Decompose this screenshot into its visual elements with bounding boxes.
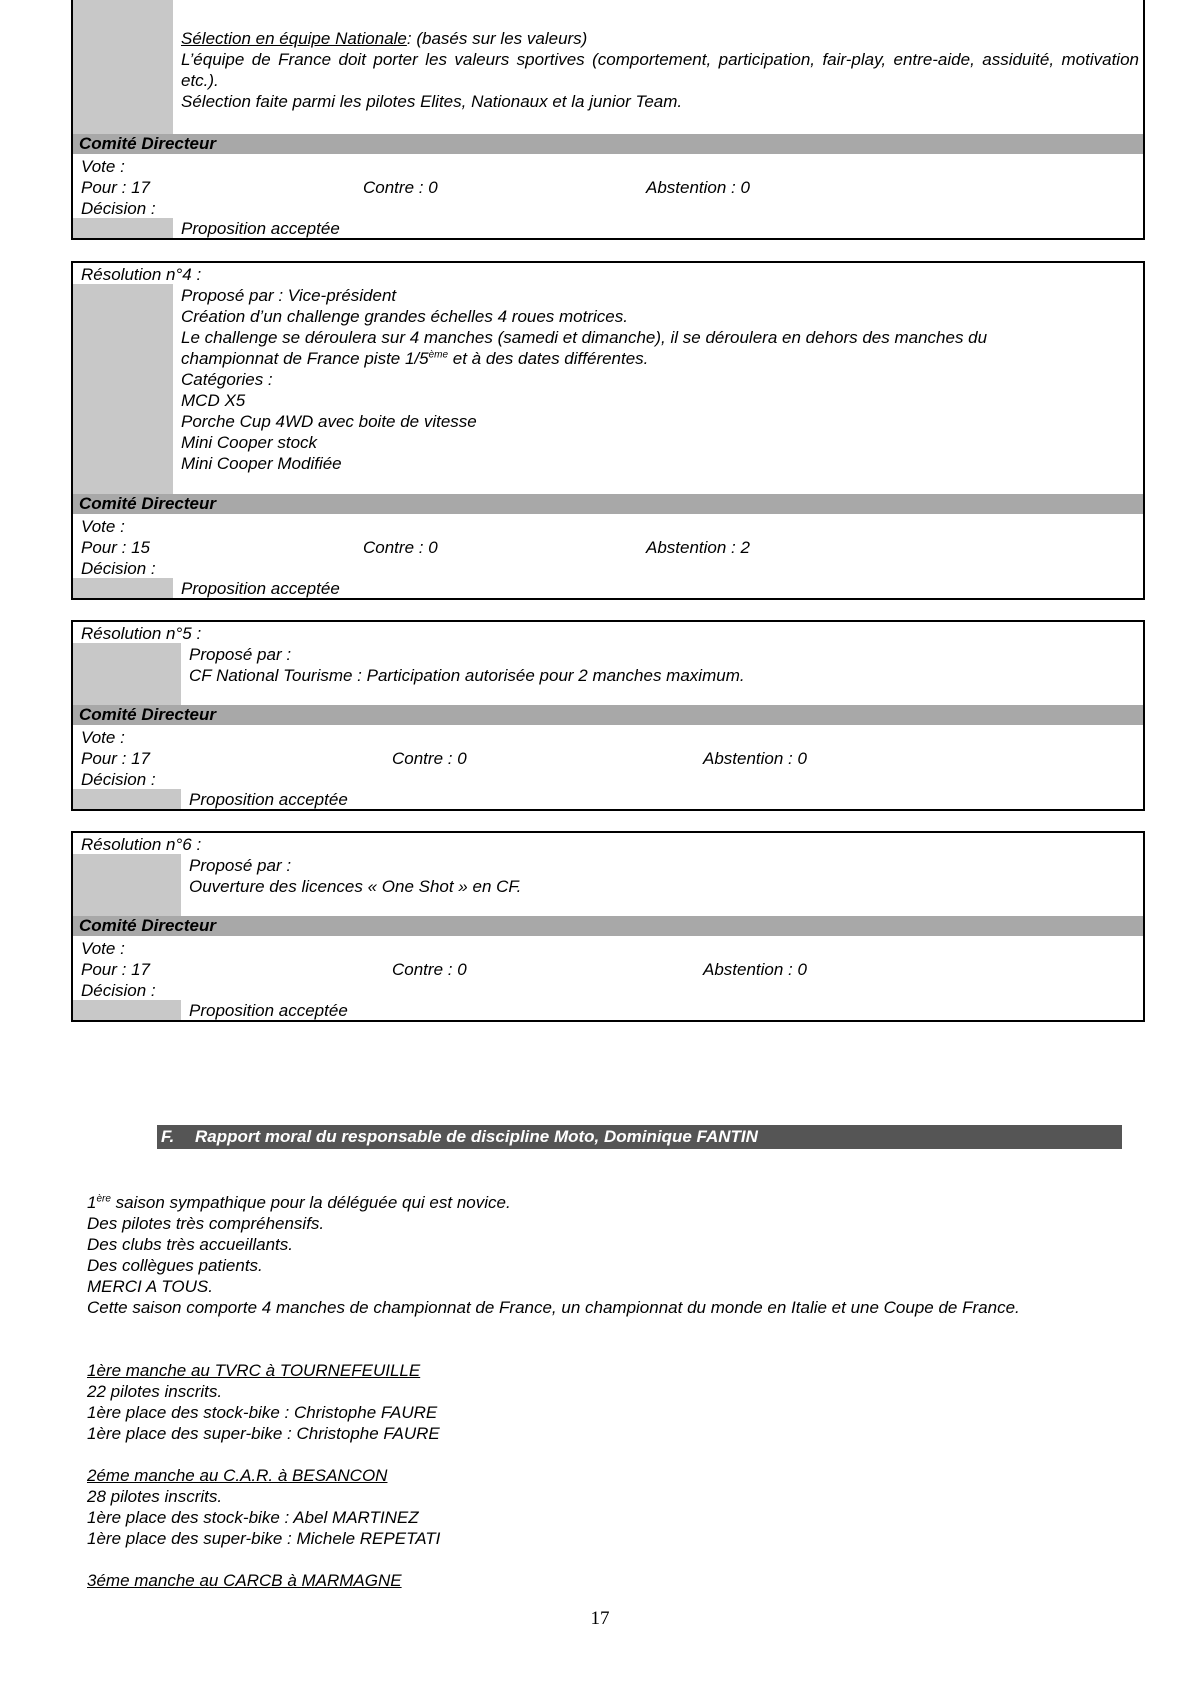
- gray-column: [73, 643, 181, 705]
- para2-text: championnat de France piste 1/5: [181, 349, 429, 368]
- vote-pour: Pour : 15: [81, 538, 150, 557]
- categories-label: Catégories :: [181, 370, 273, 389]
- committee-band: Comité Directeur: [73, 916, 1143, 936]
- line1-text: saison sympathique pour la déléguée qui est novice.: [110, 1193, 511, 1212]
- category-item: Mini Cooper Modifiée: [181, 454, 342, 473]
- line1-superscript: ère: [96, 1193, 111, 1205]
- resolution-text: Ouverture des licences « One Shot » en CF.: [189, 877, 522, 896]
- committee-band: Comité Directeur: [73, 134, 1143, 154]
- committee-band: Comité Directeur: [73, 494, 1143, 514]
- decision-label: Décision :: [81, 770, 156, 789]
- decision-value: Proposition acceptée: [189, 790, 348, 809]
- resolution-text: CF National Tourisme : Participation autorisée pour 2 manches maximum.: [189, 666, 745, 685]
- decision-gray-cell: [73, 578, 173, 598]
- section-f-header: [157, 1125, 1122, 1149]
- round-1-line: 1ère place des stock-bike : Christophe FAURE: [87, 1403, 438, 1422]
- proposed-by: Proposé par :: [189, 645, 292, 664]
- resolution-4-box: [71, 261, 1145, 600]
- category-item: Mini Cooper stock: [181, 433, 318, 452]
- resolution-title: Résolution n°5 :: [81, 624, 202, 643]
- vote-contre: Contre : 0: [392, 749, 467, 768]
- decision-value: Proposition acceptée: [181, 219, 340, 238]
- selection-line-3: Sélection faite parmi les pilotes Elites, Nationaux et la junior Team.: [181, 92, 683, 111]
- body-line-2: Des pilotes très compréhensifs.: [87, 1214, 325, 1233]
- decision-label: Décision :: [81, 559, 156, 578]
- vote-pour: Pour : 17: [81, 960, 150, 979]
- round-2-line: 28 pilotes inscrits.: [87, 1487, 223, 1506]
- proposed-by: Proposé par : Vice-président: [181, 286, 397, 305]
- para2-superscript: ème: [428, 349, 449, 361]
- resolution-para-2: [181, 348, 648, 369]
- decision-value: Proposition acceptée: [181, 579, 340, 598]
- round-1-line: 22 pilotes inscrits.: [87, 1382, 223, 1401]
- round-1-line: 1ère place des super-bike : Christophe FAURE: [87, 1424, 440, 1443]
- vote-label: Vote :: [81, 157, 125, 176]
- body-line-3: Des clubs très accueillants.: [87, 1235, 293, 1254]
- proposed-by: Proposé par :: [189, 856, 292, 875]
- vote-abstention: Abstention : 0: [703, 960, 807, 979]
- resolution-heading: Création d’un challenge grandes échelles 4 roues motrices.: [181, 307, 628, 326]
- resolution-box-continuation: [71, 0, 1145, 240]
- category-item: MCD X5: [181, 391, 246, 410]
- round-2-title: 2éme manche au C.A.R. à BESANCON: [87, 1466, 388, 1485]
- gray-column: [73, 854, 181, 916]
- committee-band: Comité Directeur: [73, 705, 1143, 725]
- decision-gray-cell: [73, 789, 181, 809]
- vote-abstention: Abstention : 2: [646, 538, 750, 557]
- vote-contre: Contre : 0: [363, 178, 438, 197]
- resolution-para-1: Le challenge se déroulera sur 4 manches (samedi et dimanche), il se déroulera en dehors des manches du: [181, 328, 988, 347]
- vote-pour: Pour : 17: [81, 749, 150, 768]
- resolution-title: Résolution n°6 :: [81, 835, 202, 854]
- selection-suffix: : (basés sur les valeurs): [406, 29, 588, 48]
- para2-text-end: et à des dates différentes.: [448, 349, 649, 368]
- round-3-title: 3éme manche au CARCB à MARMAGNE: [87, 1571, 402, 1590]
- vote-abstention: Abstention : 0: [646, 178, 750, 197]
- body-line-1: [87, 1192, 511, 1213]
- vote-contre: Contre : 0: [363, 538, 438, 557]
- vote-label: Vote :: [81, 939, 125, 958]
- round-2-line: 1ère place des stock-bike : Abel MARTINEZ: [87, 1508, 419, 1527]
- line1-number: 1: [87, 1193, 97, 1212]
- decision-label: Décision :: [81, 199, 156, 218]
- selection-line: [181, 28, 587, 49]
- section-title: Rapport moral du responsable de discipline Moto, Dominique FANTIN: [195, 1127, 758, 1146]
- decision-gray-cell: [73, 1000, 181, 1020]
- page-number: 17: [590, 1608, 610, 1629]
- decision-value: Proposition acceptée: [189, 1001, 348, 1020]
- vote-label: Vote :: [81, 517, 125, 536]
- vote-contre: Contre : 0: [392, 960, 467, 979]
- resolution-5-box: [71, 620, 1145, 811]
- round-2-line: 1ère place des super-bike : Michele REPETATI: [87, 1529, 441, 1548]
- body-line-5: MERCI A TOUS.: [87, 1277, 213, 1296]
- gray-column: [73, 0, 173, 134]
- vote-pour: Pour : 17: [81, 178, 150, 197]
- decision-gray-cell: [73, 218, 173, 238]
- vote-abstention: Abstention : 0: [703, 749, 807, 768]
- section-letter: F.: [161, 1127, 175, 1146]
- body-line-4: Des collègues patients.: [87, 1256, 263, 1275]
- category-item: Porche Cup 4WD avec boite de vitesse: [181, 412, 477, 431]
- selection-paragraph: L’équipe de France doit porter les valeurs sportives (comportement, participation, fair-play, entre-aide, assiduité, motivation etc.).: [181, 50, 1139, 90]
- body-paragraph: Cette saison comporte 4 manches de championnat de France, un championnat du monde en Italie et une Coupe de France.: [87, 1298, 1020, 1317]
- resolution-title: Résolution n°4 :: [81, 265, 202, 284]
- vote-label: Vote :: [81, 728, 125, 747]
- round-1-title: 1ère manche au TVRC à TOURNEFEUILLE: [87, 1361, 421, 1380]
- selection-label: Sélection en équipe Nationale: [181, 29, 407, 48]
- resolution-6-box: [71, 831, 1145, 1022]
- decision-label: Décision :: [81, 981, 156, 1000]
- gray-column: [73, 284, 173, 514]
